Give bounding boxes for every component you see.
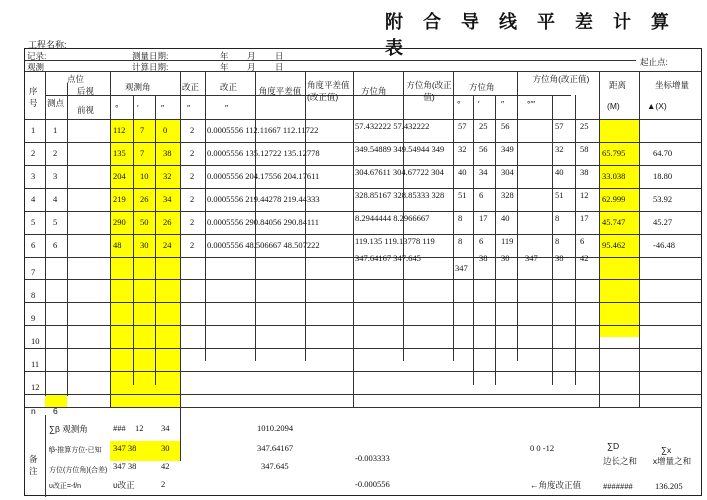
row-a1: 40 <box>458 167 467 177</box>
row-seq: 4 <box>31 194 36 204</box>
n-value: 6 <box>53 406 58 416</box>
front-header: 前视 <box>77 105 95 115</box>
page-title: 附 合 导 线 平 差 计 算表 <box>385 12 671 58</box>
corr2-header: 改正 <box>220 82 238 92</box>
back-header: 后视 <box>77 86 95 96</box>
row-corr2: 0.0005556 290.84056 290.84111 <box>207 217 319 227</box>
row-line <box>25 325 701 326</box>
project-name-label: 工程名称: <box>28 40 67 50</box>
coord-x-header: ▲(X) <box>647 101 667 111</box>
sec-header: ″ <box>161 103 165 113</box>
row-corr: 2 <box>190 148 195 158</box>
corr2-unit: ″ <box>225 103 229 113</box>
row-az: 119.135 119.13778 119 <box>355 236 435 246</box>
recorder-label: 记录: <box>27 51 47 61</box>
fb-corr: -0.003333 <box>355 453 390 463</box>
row-b2: 12 <box>580 190 589 200</box>
corr-sec-header: ″ <box>187 103 191 113</box>
row-sec: 38 <box>163 148 172 158</box>
known-az: 方位(方位角)(合差) <box>49 467 108 474</box>
ka-d: 347 38 <box>113 461 137 471</box>
row-dx: 18.80 <box>653 171 673 181</box>
row-line <box>25 302 701 303</box>
row-line <box>25 394 701 395</box>
row-a3: 40 <box>501 213 510 223</box>
sum-x: ∑x <box>661 445 672 455</box>
row-sec: 24 <box>163 240 172 250</box>
row-a3: 56 <box>501 121 510 131</box>
v-corr: υ改正=-f/n <box>49 483 82 490</box>
row-line <box>25 211 701 212</box>
sum-x2: x增量之和 <box>652 456 692 466</box>
fb-val: 347.64167 <box>257 443 294 453</box>
empty-row-seq: 9 <box>31 313 36 323</box>
row-min: 7 <box>140 125 145 135</box>
observer-label: 观测 <box>27 62 45 72</box>
row-corr2: 0.0005556 112.11667 112.11722 <box>207 125 319 135</box>
row-point: 4 <box>53 194 58 204</box>
year-label: 年 <box>220 62 229 72</box>
row-point: 1 <box>53 125 58 135</box>
row-a1: 57 <box>458 121 467 131</box>
azimuth-header: 方位角 <box>361 86 387 96</box>
extra-a2: 30 <box>501 253 510 263</box>
sum-x-val: 136.205 <box>655 481 683 491</box>
row-corr: 2 <box>190 194 195 204</box>
row-b1: 40 <box>555 167 564 177</box>
row-az: 328.85167 328.85333 328 <box>355 190 445 200</box>
row-sec: 32 <box>163 171 172 181</box>
f-beta: fβ-推算方位-已知 <box>49 447 102 454</box>
row-a3: 349 <box>501 144 514 154</box>
row-az: 8.2944444 8.2966667 <box>355 213 430 223</box>
row-corr2: 0.0005556 204.17556 204.17611 <box>207 171 320 181</box>
min-header: ′ <box>137 103 139 113</box>
row-line <box>25 188 701 189</box>
day-label: 日 <box>275 62 284 72</box>
row-corr: 2 <box>190 240 195 250</box>
month-label: 月 <box>247 62 256 72</box>
row-dist: 95.462 <box>602 240 626 250</box>
azimuth3-header: 方位角(改正值) <box>532 74 590 84</box>
row-a2: 17 <box>479 213 488 223</box>
row-deg: 204 <box>113 171 126 181</box>
extra-b2: 42 <box>580 253 589 263</box>
row-line <box>25 142 701 143</box>
row-corr2: 0.0005556 48.506667 48.507222 <box>207 240 320 250</box>
note-label-2: 注 <box>29 466 38 476</box>
extra-az: 347.64167 347.645 <box>355 253 421 263</box>
row-min: 30 <box>140 240 149 250</box>
row-dist: 62.999 <box>602 194 626 204</box>
row-a2: 56 <box>479 144 488 154</box>
row-seq: 3 <box>31 171 36 181</box>
station-header: 测点 <box>47 98 65 108</box>
empty-row-seq: 12 <box>31 382 40 392</box>
az-deg: ° <box>457 99 461 109</box>
row-b1: 51 <box>555 190 564 200</box>
fb-d: 347 38 <box>113 443 137 453</box>
row-point: 6 <box>53 240 58 250</box>
row-seq: 1 <box>31 125 36 135</box>
survey-date-label: 测量日期: <box>132 51 169 61</box>
row-dist: 65.795 <box>602 148 626 158</box>
year-label: 年 <box>220 51 229 61</box>
seq-header: 序 <box>29 86 38 96</box>
row-a1: 51 <box>458 190 467 200</box>
note-label: 备 <box>29 454 38 464</box>
closure-corr-header: 角度平差值(改正值) <box>307 80 350 102</box>
obs-angle-header: 观测角 <box>125 82 151 92</box>
dist-unit: (M) <box>607 101 620 111</box>
empty-row-seq: 10 <box>31 336 40 346</box>
extra-a3: 347 <box>525 253 538 263</box>
seq-header-2: 号 <box>29 98 38 108</box>
row-point: 2 <box>53 148 58 158</box>
row-deg: 48 <box>113 240 122 250</box>
point-header: 点位 <box>67 74 85 84</box>
row-point: 5 <box>53 217 58 227</box>
sum-m: 12 <box>135 423 144 433</box>
row-min: 50 <box>140 217 149 227</box>
row-min: 7 <box>140 148 145 158</box>
fb-dms: 0 0 -12 <box>530 443 555 453</box>
row-line <box>25 371 701 372</box>
row-a2: 6 <box>479 190 484 200</box>
row-corr2: 0.0005556 135.12722 135.12778 <box>207 148 320 158</box>
extra-a1: 38 <box>479 253 488 263</box>
v-corr2: υ改正 <box>113 480 135 490</box>
calc-date-label: 计算日期: <box>132 62 169 72</box>
row-line <box>25 234 701 235</box>
row-seq: 6 <box>31 240 36 250</box>
ka-s: 42 <box>161 461 170 471</box>
row-sec: 0 <box>163 125 168 135</box>
empty-row-seq: 11 <box>31 359 40 369</box>
row-point: 3 <box>53 171 58 181</box>
closure-header: 角度平差值 <box>258 86 302 96</box>
row-corr: 2 <box>190 217 195 227</box>
v-s: 2 <box>161 479 166 489</box>
azimuth2-header: 方位角 <box>469 82 495 92</box>
row-dx: -46.48 <box>653 240 675 250</box>
row-dist: 33.038 <box>602 171 626 181</box>
sum-d2: 边长之和 <box>603 456 638 466</box>
extra-deg: 347 <box>455 263 468 273</box>
row-line <box>25 279 701 280</box>
row-a1: 32 <box>458 144 467 154</box>
row-deg: 112 <box>113 125 126 135</box>
dist-header: 距离 <box>609 80 627 90</box>
empty-row-seq: 8 <box>31 290 36 300</box>
row-corr2: 0.0005556 219.44278 219.44333 <box>207 194 320 204</box>
row-b2: 58 <box>580 144 589 154</box>
day-label: 日 <box>275 51 284 61</box>
az-min: ′ <box>478 99 480 109</box>
row-corr: 2 <box>190 171 195 181</box>
row-sec: 34 <box>163 194 172 204</box>
row-a3: 119 <box>501 236 514 246</box>
month-label: 月 <box>247 51 256 61</box>
row-seq: 2 <box>31 148 36 158</box>
row-a2: 6 <box>479 236 484 246</box>
row-b2: 25 <box>580 121 589 131</box>
row-min: 26 <box>140 194 149 204</box>
row-seq: 5 <box>31 217 36 227</box>
row-a2: 25 <box>479 121 488 131</box>
row-az: 349.54889 349.54944 349 <box>355 144 445 154</box>
row-dist: 45.747 <box>602 217 626 227</box>
n-label: n <box>31 406 36 416</box>
extra-b1: 38 <box>555 253 564 263</box>
row-b2: 38 <box>580 167 589 177</box>
fb-s: 30 <box>161 443 170 453</box>
row-b1: 8 <box>555 236 560 246</box>
row-b1: 32 <box>555 144 564 154</box>
corr-header: 改正 <box>182 82 200 92</box>
row-line <box>25 348 701 349</box>
row-a3: 328 <box>501 190 514 200</box>
row-b1: 8 <box>555 213 560 223</box>
az-sec: ″ <box>501 99 505 109</box>
empty-row-seq: 7 <box>31 267 36 277</box>
coord-header: 坐标增量 <box>655 80 690 90</box>
row-b2: 6 <box>580 236 585 246</box>
row-corr: 2 <box>190 125 195 135</box>
sum-hash: ### <box>113 423 126 433</box>
ka-val: 347.645 <box>261 461 289 471</box>
hash2: ####### <box>603 481 633 491</box>
angle-corr: ←角度改正值 <box>530 480 582 490</box>
deg-header: ° <box>115 103 119 113</box>
row-a3: 304 <box>501 167 514 177</box>
row-deg: 135 <box>113 148 126 158</box>
row-min: 10 <box>140 171 149 181</box>
row-az: 304.67611 304.67722 304 <box>355 167 444 177</box>
row-a1: 8 <box>458 236 463 246</box>
traverse-sheet <box>24 48 702 496</box>
row-a2: 34 <box>479 167 488 177</box>
sum-adj: 1010.2094 <box>257 423 294 433</box>
azimuth-corr-header: 方位角(改正值) <box>406 80 452 102</box>
row-a1: 8 <box>458 213 463 223</box>
row-deg: 290 <box>113 217 126 227</box>
sum-beta: ∑β 观测角 <box>49 424 88 434</box>
row-dx: 64.70 <box>653 148 673 158</box>
row-line <box>25 165 701 166</box>
row-dx: 53.92 <box>653 194 673 204</box>
row-b2: 17 <box>580 213 589 223</box>
row-deg: 219 <box>113 194 126 204</box>
v-val: -0.000556 <box>355 479 390 489</box>
row-b1: 57 <box>555 121 564 131</box>
row-az: 57.432222 57.432222 <box>355 121 430 131</box>
row-dx: 45.27 <box>653 217 673 227</box>
az-dms: °′″ <box>527 99 536 109</box>
sum-d: ∑D <box>607 441 620 451</box>
row-sec: 26 <box>163 217 172 227</box>
start-point-label: 起止点: <box>640 57 668 67</box>
sum-s: 34 <box>161 423 170 433</box>
